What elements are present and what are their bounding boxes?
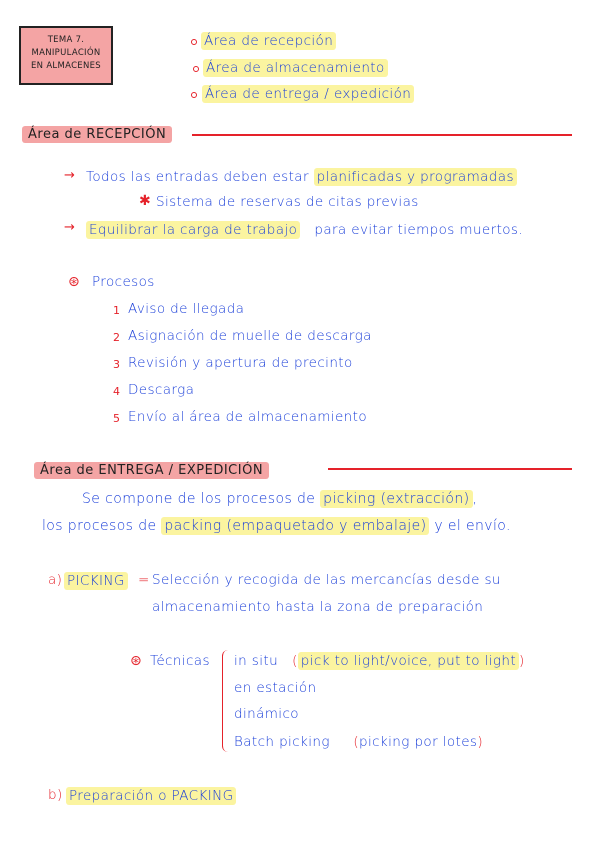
picking-definition: almacenamiento hasta la zona de preparación [152, 599, 484, 615]
point-highlight: Equilibrar la carga de trabajo [86, 221, 300, 239]
tecnica-item: in situ ( pick to light/voice, put to light ) [234, 653, 525, 669]
process-number: 1 [113, 304, 120, 317]
paragraph-highlight: packing (empaquetado y embalaje) [161, 517, 429, 535]
paragraph-text: , [472, 491, 478, 507]
point-text-plain: para evitar tiempos muertos. [314, 222, 524, 238]
divider [328, 468, 572, 470]
area-item: Área de entrega / expedición [202, 85, 414, 103]
tecnica-name: Batch picking [234, 734, 330, 750]
picking-definition: Selección y recogida de las mercancías desde su [152, 572, 501, 588]
process-item: Envío al área de almacenamiento [128, 409, 367, 425]
process-item: Aviso de llegada [128, 301, 245, 317]
point-text [86, 222, 523, 238]
paragraph-line [82, 491, 477, 507]
title-line: EN ALMACENES [30, 61, 101, 71]
title-line: TEMA 7. [47, 35, 85, 45]
packing-label: Preparación o PACKING [66, 787, 236, 805]
point-text [86, 169, 517, 185]
paragraph-text: los procesos de [42, 518, 157, 534]
section-heading-entrega: Área de ENTREGA / EXPEDICIÓN [34, 462, 269, 479]
point-highlight: planificadas y programadas [314, 168, 517, 186]
process-number: 3 [113, 358, 120, 371]
bullet-icon [191, 92, 197, 98]
tecnica-item: Batch picking (picking por lotes) [234, 734, 484, 750]
arrow-icon: → [64, 168, 75, 183]
asterisk-icon: ⊛ [130, 653, 142, 669]
paragraph-line [42, 518, 511, 534]
procesos-label: Procesos [92, 274, 155, 290]
equals-sign: = [138, 572, 150, 588]
process-number: 2 [113, 331, 120, 344]
list-marker: b) [48, 787, 63, 803]
paragraph-text: y el envío. [434, 518, 511, 534]
title-line: MANIPULACIÓN [31, 48, 101, 58]
asterisk-icon: ⊛ [68, 274, 80, 290]
process-item: Descarga [128, 382, 195, 398]
sub-point: Sistema de reservas de citas previas [156, 194, 419, 210]
tecnica-name: in situ [234, 653, 279, 669]
asterisk-icon: ✱ [139, 193, 151, 209]
tecnica-item: en estación [234, 680, 317, 696]
picking-label: PICKING [64, 572, 128, 590]
bullet-icon [193, 66, 199, 72]
topic-title-box [19, 26, 113, 85]
arrow-icon: → [64, 220, 75, 235]
brace [222, 650, 231, 752]
area-item: Área de almacenamiento [203, 59, 388, 77]
paragraph-text: Se compone de los procesos de [82, 491, 316, 507]
process-item: Revisión y apertura de precinto [128, 355, 353, 371]
tecnica-note: picking por lotes [358, 734, 478, 750]
point-text-plain: Todos las entradas deben estar [86, 169, 309, 185]
area-item: Área de recepción [201, 32, 336, 50]
process-item: Asignación de muelle de descarga [128, 328, 372, 344]
section-heading-recepcion: Área de RECEPCIÓN [22, 126, 172, 143]
divider [192, 134, 572, 136]
tecnicas-label: Técnicas [150, 653, 210, 669]
tecnica-item: dinámico [234, 706, 299, 722]
bullet-icon [191, 39, 197, 45]
process-number: 5 [113, 412, 120, 425]
list-marker: a) [48, 572, 63, 588]
process-number: 4 [113, 385, 120, 398]
tecnica-note: pick to light/voice, put to light [298, 652, 519, 670]
paragraph-highlight: picking (extracción) [320, 490, 472, 508]
